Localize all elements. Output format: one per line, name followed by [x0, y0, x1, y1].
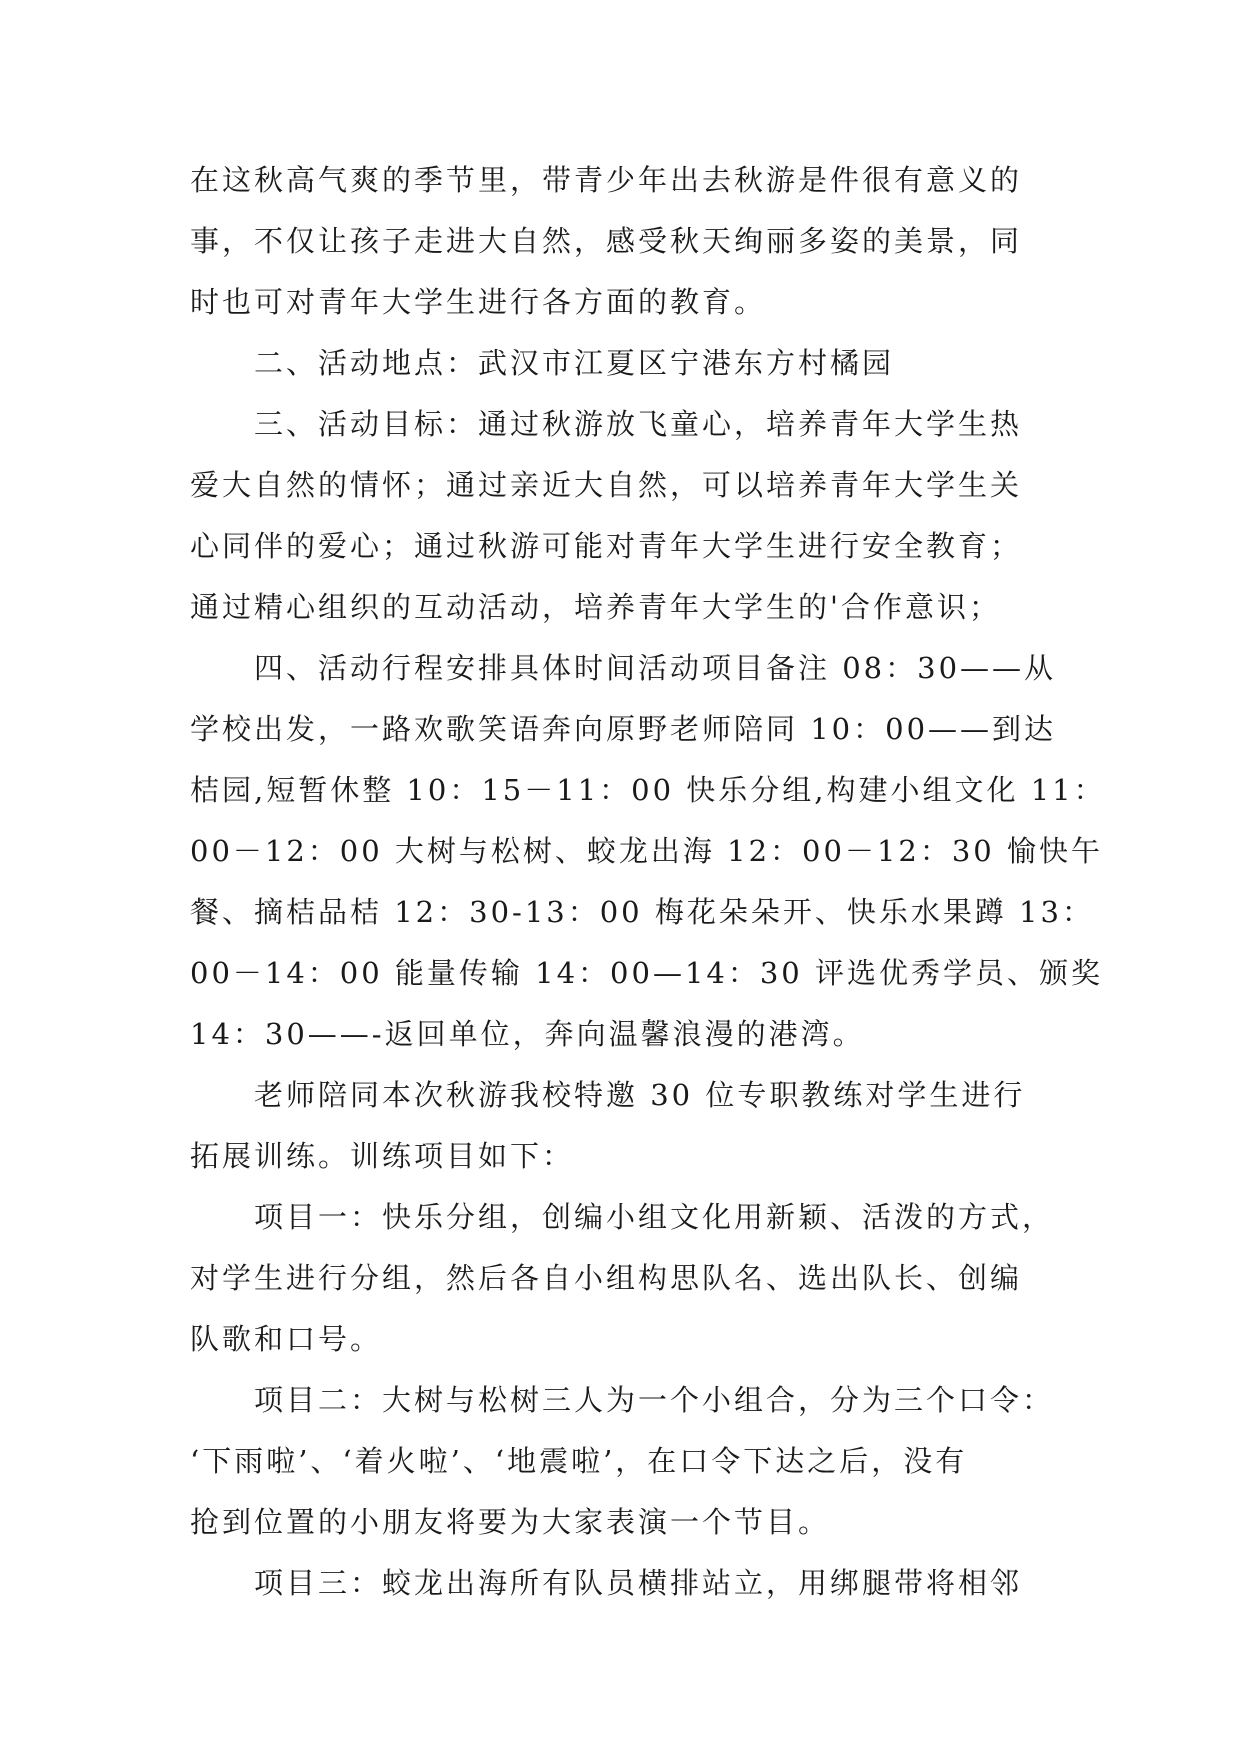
text-line: 二、活动地点：武汉市江夏区宁港东方村橘园 [254, 346, 895, 380]
text-line: 在这秋高气爽的季节里，带青少年出去秋游是件很有意义的 [190, 163, 1023, 197]
paragraph-location [190, 333, 1050, 394]
text-line: 14：30——-返回单位，奔向温馨浪漫的港湾。 [190, 1017, 865, 1051]
text-line: 桔园,短暂休整 10：15－11：00 快乐分组,构建小组文化 11： [190, 773, 1106, 807]
text-line: 项目一：快乐分组，创编小组文化用新颖、活泼的方式， [254, 1200, 1055, 1234]
text-line: 时也可对青年大学生进行各方面的教育。 [190, 285, 767, 319]
paragraph-goals [190, 394, 1050, 638]
text-line: 队歌和口号。 [190, 1322, 383, 1356]
paragraph-project-three [190, 1553, 1050, 1614]
paragraph-coaches [190, 1065, 1050, 1187]
text-line: 事，不仅让孩子走进大自然，感受秋天绚丽多姿的美景，同 [190, 224, 1023, 258]
paragraph-project-one [190, 1187, 1055, 1370]
text-line: 爱大自然的情怀；通过亲近大自然，可以培养青年大学生关 [190, 468, 1023, 502]
text-line: 00－14：00 能量传输 14：00—14：30 评选优秀学员、颁奖 [190, 956, 1103, 990]
text-line: 学校出发，一路欢歌笑语奔向原野老师陪同 10：00——到达 [190, 712, 1057, 746]
text-line: 餐、摘桔品桔 12：30-13：00 梅花朵朵开、快乐水果蹲 13： [190, 895, 1094, 929]
text-line: 00－12：00 大树与松树、蛟龙出海 12：00－12：30 愉快午 [190, 834, 1103, 868]
paragraph-intro [190, 150, 1050, 333]
text-line: 项目二：大树与松树三人为一个小组合，分为三个口令： [254, 1383, 1055, 1417]
text-line: 四、活动行程安排具体时间活动项目备注 08：30——从 [254, 651, 1057, 685]
text-line: 项目三：蛟龙出海所有队员横排站立，用绑腿带将相邻 [254, 1566, 1023, 1600]
paragraph-schedule [190, 638, 1106, 1065]
document-body [190, 150, 1106, 1614]
text-line: 三、活动目标：通过秋游放飞童心，培养青年大学生热 [254, 407, 1023, 441]
text-line: 抢到位置的小朋友将要为大家表演一个节目。 [190, 1505, 831, 1539]
text-line: 对学生进行分组，然后各自小组构思队名、选出队长、创编 [190, 1261, 1023, 1295]
text-line: 老师陪同本次秋游我校特邀 30 位专职教练对学生进行 [254, 1078, 1026, 1112]
text-line: 拓展训练。训练项目如下： [190, 1139, 575, 1173]
text-line: 心同伴的爱心；通过秋游可能对青年大学生进行安全教育； [190, 529, 1023, 563]
text-line: 通过精心组织的互动活动，培养青年大学生的'合作意识； [190, 590, 1001, 624]
paragraph-project-two [190, 1370, 1055, 1553]
text-line: ‘下雨啦’、‘着火啦’、‘地震啦’，在口令下达之后，没有 [190, 1444, 968, 1478]
